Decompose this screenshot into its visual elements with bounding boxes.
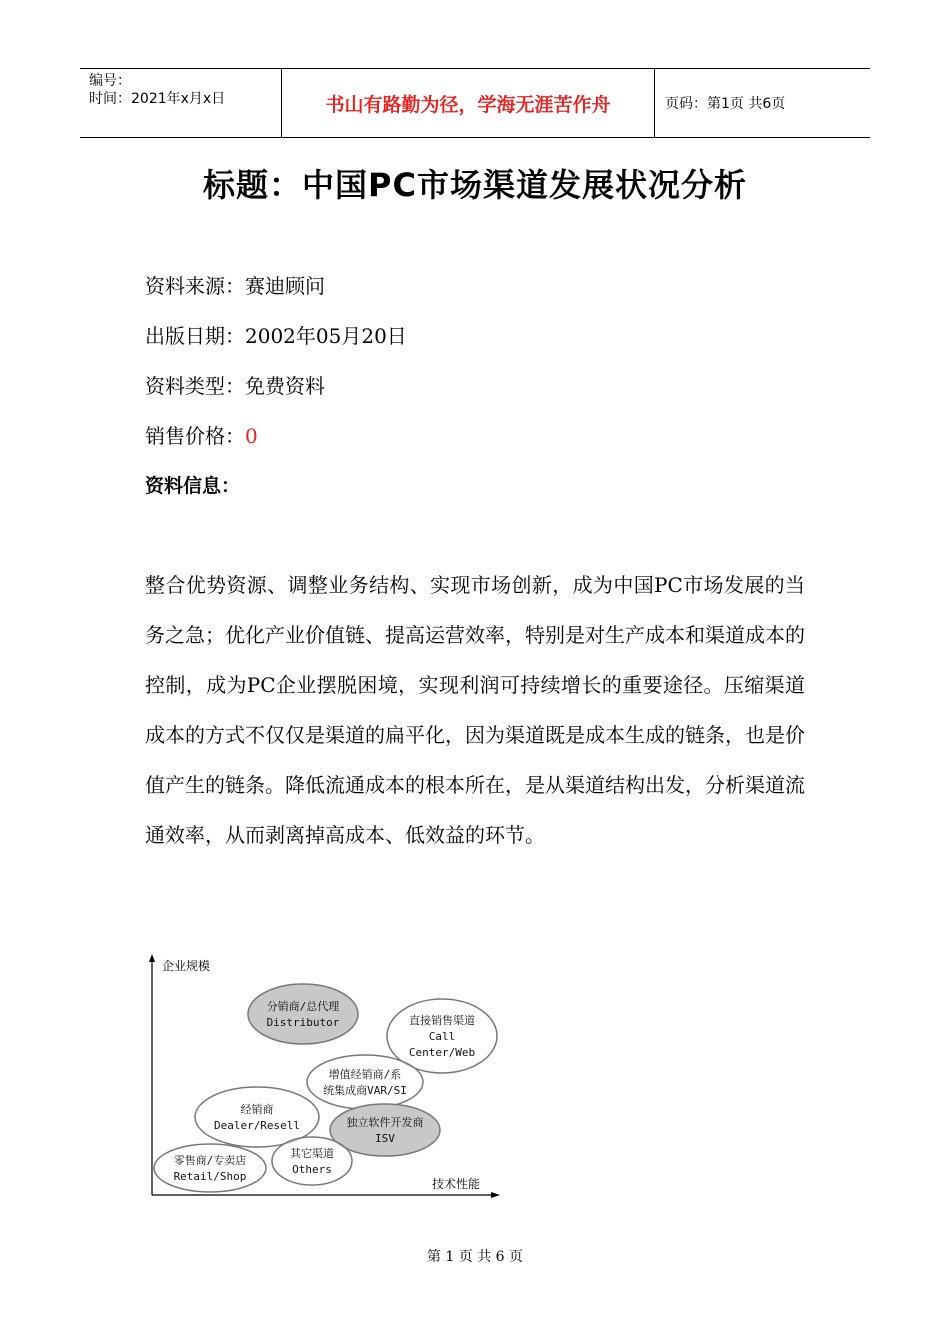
channel-node-label: Center/Web <box>408 1046 476 1059</box>
number-label: 编号： <box>89 73 131 89</box>
channel-node-ellipse <box>154 1144 266 1192</box>
channel-node-label: Distributor <box>266 1016 340 1029</box>
channel-diagram <box>140 952 510 1202</box>
header-page-info: 页码：第1页 共6页 <box>665 96 786 112</box>
page-footer: 第 1 页 共 6 页 <box>426 1249 524 1265</box>
meta-date-value: 2002年05月20日 <box>245 324 407 348</box>
meta-type-value: 免费资料 <box>245 374 325 398</box>
channel-node <box>272 1137 352 1185</box>
meta-price-value: 0 <box>245 424 258 448</box>
channel-node-label: 其它渠道 <box>290 1147 334 1160</box>
channel-node-label: 独立软件开发商 <box>346 1116 424 1129</box>
channel-node-label: 统集成商VAR/SI <box>323 1084 407 1097</box>
meta-info-label: 资料信息： <box>145 475 241 497</box>
channel-node-ellipse <box>248 984 358 1044</box>
meta-type-label: 资料类型： <box>145 374 245 398</box>
time-label: 时间：2021年x月x日 <box>89 91 226 107</box>
channel-node-label: 增值经销商/系 <box>328 1068 402 1081</box>
channel-node-label: 零售商/专卖店 <box>173 1154 247 1167</box>
meta-date-label: 出版日期： <box>145 324 245 348</box>
channel-node <box>248 984 358 1044</box>
y-axis-arrow <box>149 954 155 962</box>
channel-node-label: ISV <box>375 1132 395 1145</box>
channel-node-label: Retail/Shop <box>173 1170 247 1183</box>
meta-date <box>145 320 407 349</box>
body-paragraph: 整合优势资源、调整业务结构、实现市场创新，成为中国PC市场发展的当务之急；优化产业价值链、提高运营效率，特别是对生产成本和渠道成本的控制，成为PC企业摆脱困境，实现利润可持续增长的重要途径。压缩渠道成本的方式不仅仅是渠道的扁平化，因为渠道既是成本生成的链条，也是价值产生的链条。降低流通成本的根本所在，是从渠道结构出发，分析渠道流通效率，从而剥离掉高成本、低效益的环节。 <box>145 573 805 847</box>
header-left-cell <box>80 69 280 137</box>
meta-price-label: 销售价格： <box>145 424 245 448</box>
header-divider <box>654 69 655 137</box>
meta-source <box>145 270 325 299</box>
channel-node <box>154 1144 266 1192</box>
channel-node-ellipse <box>272 1137 352 1185</box>
document-title: 标题：中国PC市场渠道发展状况分析 <box>203 166 747 204</box>
header-motto: 书山有路勤为径，学海无涯苦作舟 <box>325 93 611 116</box>
meta-type <box>145 370 325 399</box>
channel-node <box>307 1055 423 1109</box>
channel-node-label: Dealer/Resell <box>213 1119 301 1132</box>
y-axis-label: 企业规模 <box>162 959 211 973</box>
channel-node-label: 分销商/总代理 <box>266 1000 340 1013</box>
channel-node-label: 直接销售渠道 <box>409 1014 475 1027</box>
meta-price <box>145 420 258 449</box>
x-axis-label: 技术性能 <box>432 1177 481 1191</box>
channel-node-label: 经销商 <box>240 1103 274 1116</box>
meta-source-value: 赛迪顾问 <box>245 274 325 298</box>
page-header <box>80 68 870 138</box>
channel-node-label: Others <box>292 1163 332 1176</box>
channel-node-ellipse <box>307 1055 423 1109</box>
x-axis-arrow <box>491 1192 500 1198</box>
channel-node-label: Call <box>428 1030 456 1043</box>
meta-source-label: 资料来源： <box>145 274 245 298</box>
